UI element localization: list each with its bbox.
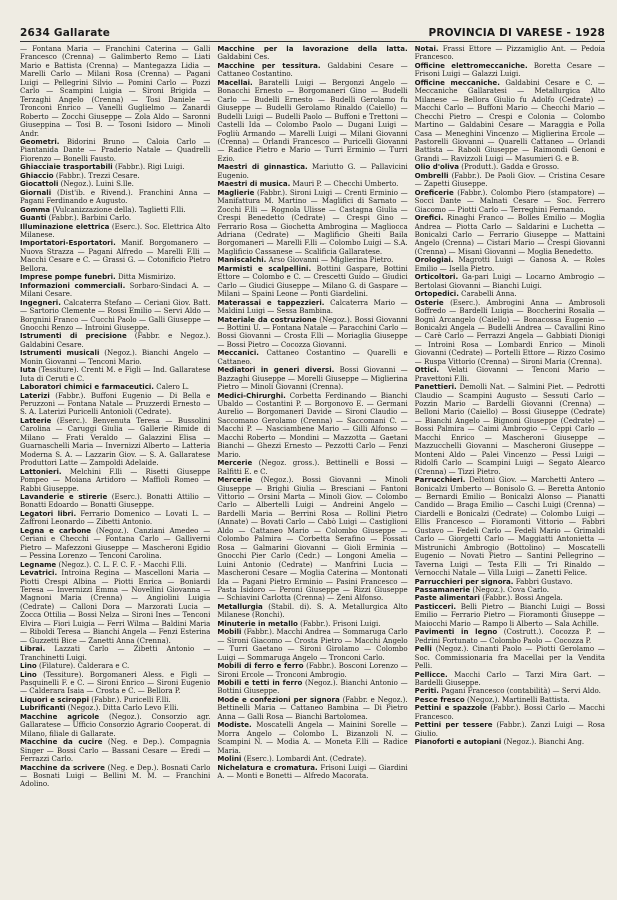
directory-entry <box>217 392 407 460</box>
entry-category: Marmisti e scalpellini. <box>217 263 312 273</box>
entry-text: Melchini F.lli — Risetti Giuseppe Pompeo — Moiana Artidoro — Maffioli Romeo — Rabbi Giuseppe. <box>20 466 211 493</box>
entry-category: Olio d'oliva <box>414 162 459 172</box>
entry-category: Passamanerie <box>414 585 471 594</box>
entry-text: (Fabbr.). De Paoli Giov. — Cristina Cesare — Zapetti Giuseppe. <box>414 170 605 189</box>
directory-entry <box>20 417 210 468</box>
entry-text: Fabbri Gustavo. <box>515 576 573 586</box>
entry-text: (Stabil. di). S. A. Metallurgica Alto Milanese (Ronchi). <box>217 601 408 620</box>
entry-text: (Negoz.). Bianchi Angelo — Monin Giovanni — Tenconi Mario. <box>20 348 211 366</box>
entry-text: Lazzati Carlo — Zibetti Antonio — Tranchinetti Luigi. <box>20 644 211 662</box>
directory-entry <box>20 569 210 645</box>
entry-category: Oreficerie <box>414 187 454 197</box>
entry-text: (Produtt.). Gadda e Grosso. <box>461 162 560 172</box>
entry-text: Ga-pari Luigi — Locarno Ambrogio — Bertolasi Giovanni — Bianchi Luigi. <box>414 272 605 290</box>
directory-entry <box>415 45 605 62</box>
entry-category: Levatrici. <box>20 568 58 578</box>
entry-category: Legatori libri. <box>20 508 77 518</box>
directory-entry <box>217 45 407 62</box>
entry-category: Materiale da costruzione <box>217 314 317 324</box>
entry-text: Introina Regina — Mascelloni Maria — Piotti Crespi Albina — Piotti Enrica — Boniardi Teresa — Invernizzi Emma — Novellini Giovanna — Magnoni Maria (Crenna) — Angiolini Luigia (Cedrate) — Calloni Dora — Marzorati Lucia — Zocca Ottilia — Bossi Nelza — Sironi Ines — Tenconi Elvira — Fiori Luigia — Ferri Wilma — Baldini Maria — Riboldi Teresa — Bianchi Angela — Fenzi Esterina — Guzzetti Bice — Zanetti Anna (Crenna). <box>20 568 211 645</box>
entry-category: Mercerie <box>217 475 253 485</box>
entry-category: Maglierie <box>217 187 255 197</box>
entry-text: (Negoz.). Canziani Amedeo — Ceriani e Checchi — Fontana Carlo — Galliverni Pietro — Mafezzoni Giuseppe — Mascheroni Egidio — Pessina Lorenzo — Tenconi Carolina. <box>20 525 211 561</box>
entry-category: Macchine da scrivere <box>20 762 105 772</box>
entry-text: Cattaneo Costantino — Quarelli e Cattaneo. <box>217 348 408 366</box>
entry-category: Ortopedici. <box>414 289 459 299</box>
entry-category: Illuminazione elettrica <box>20 221 110 231</box>
entry-category: Minuterie in metallo <box>217 618 298 628</box>
directory-entry <box>20 189 210 206</box>
directory-entry <box>415 383 605 476</box>
entry-category: Liquori e sciroppi <box>20 694 89 704</box>
entry-category: Lino <box>20 669 37 679</box>
entry-category: Pianoforti e autopiani <box>414 737 502 747</box>
entry-category: Macellai. <box>217 77 253 87</box>
entry-text: (Fabbr.). Colombo Piero (stampatore) — Socci Dante — Malnati Cesare — Soc. Ferrero Giacomo — Piotti Carlo — Terreghini Fernando. <box>414 187 605 214</box>
entry-category: Meccanici. <box>217 348 259 358</box>
entry-text: (Tessiture). Crenti M. e Figli — Ind. Gallaratese Iuta di Ceruti e C. <box>20 365 211 383</box>
header-right: PROVINCIA DI VARESE - 1928 <box>428 27 605 39</box>
entry-text: (Vulcanizzazione della). Taglietti F.lli. <box>52 204 186 214</box>
entry-text: (Costrutt.). Cocozza P. — Pedrini Fortunato — Colombo Paolo — Cocozza P. <box>414 627 605 645</box>
entry-text: (Fabbr.). Puricelli F.lli. <box>91 694 171 704</box>
entry-category: Officine meccaniche. <box>414 77 500 87</box>
directory-entry <box>217 265 407 299</box>
entry-text: Arso Giovanni — Miglierina Pietro. <box>268 255 394 265</box>
entry-category: Ingegneri. <box>20 297 61 307</box>
entry-text: Galdabini Cesare — Cattaneo Costantino. <box>217 60 408 79</box>
entry-category: Macchine per la lavorazione della latta. <box>217 45 408 53</box>
entry-text: (Fabbr.). Bossi Angela. <box>482 593 563 603</box>
page-header <box>20 27 605 42</box>
directory-entry <box>217 628 407 662</box>
directory-entry <box>20 645 210 662</box>
entry-text: Galdabini Ces. <box>217 52 270 62</box>
entry-text: (Tessiture). Borgomaneri Aless. e Figli — Pasquinelli F. e C. — Sironi Enrico — Sironi Eugenio — Calderara Isaia — Crosta e C. — Bellora P. <box>20 669 211 696</box>
entry-text: (Fabbr.). Barbini Carlo. <box>48 213 132 223</box>
entry-text: (Negoz. gross.). Bettinelli e Bossi — Ralfitti E. e C. <box>217 458 408 476</box>
directory-entry <box>415 671 605 688</box>
entry-text: Mauri P. — Checchi Umberto. <box>292 179 399 189</box>
directory-entry <box>20 332 210 349</box>
entry-category: Ombrelli <box>414 170 449 180</box>
directory-entry <box>20 239 210 273</box>
entry-category: Pellicce. <box>414 669 448 679</box>
entry-category: Laterizi <box>20 390 50 400</box>
entry-category: Nichelatura e cromatura. <box>217 762 318 772</box>
entry-text: (Fabbr.). Bosconi Lorenzo — Sironi Ercole — Tronconi Ambrogio. <box>217 661 408 679</box>
entry-text: Macchi Carlo — Tarzi Mira Gart. — Bardelli Giuseppe. <box>414 669 605 687</box>
directory-entry <box>20 493 210 510</box>
entry-category: Pasticceri. <box>414 601 457 611</box>
directory-entry <box>415 603 605 628</box>
directory-entry <box>415 738 605 746</box>
entry-text: Magrotti Luigi — Ganosa A. — Roles Emilio — Isella Pietro. <box>414 255 605 273</box>
entry-category: Mediatori in generi diversi. <box>217 365 335 375</box>
entry-category: Legna e carbone <box>20 525 92 535</box>
entry-text: Mariutto G. — Pallavicini Eugenio. <box>217 162 408 180</box>
entry-text: (Negoz.). Martinelli Battista. <box>467 694 570 704</box>
directory-entry <box>20 138 210 163</box>
entry-text: (Negoz.). Cova Carlo. <box>472 585 550 594</box>
directory-entry <box>415 256 605 273</box>
entry-category: Pettini e spazzole <box>414 703 488 713</box>
directory-entry <box>415 476 605 577</box>
entry-text: (Negoz.). Consorzio agr. Gallaratese — Ufficio Consorzio Agrario Cooperat. di Milano, filiale di Gallarate. <box>20 711 211 738</box>
entry-category: Medici-Chirurghi. <box>217 390 286 400</box>
entry-text: Moscatelli Angela — Mainini Sorelle — Morra Angelo — Colombo L. Bizanzoli N. — Scampini N. — Modia A. — Moneta F.lli — Radice Maria. <box>217 720 408 755</box>
directory-entry <box>415 79 605 164</box>
directory-entry <box>217 349 407 366</box>
directory-entry <box>217 79 407 164</box>
entry-category: Macchine per tessitura. <box>217 60 321 70</box>
entry-text: (Fabbr.). Rigi Luigi. <box>114 162 185 172</box>
entry-text: Calcaterra Mario — Maldini Luigi — Sessa Bambina. <box>217 297 408 316</box>
entry-text: (Fabbr.). Sironi Luigi — Crenti Erminio — Manifattura M. Martino — Maglifici di Sarnato — Zocchi F.lli — Rognola Ulisse — Castagna Giulia — Crespi Benedetto (Cedrate) — Crespi Gino — Ferrario Rosa — Giochetta Ambrogina — Magliocca Adriana (Cedrate) — Maglificio Gheiti Baila Borgomaneri — Marelli F.lli — Colombo Luigi — S.A. Maglificio Cassanese — Scalificia Gallaratese. <box>217 187 408 256</box>
entry-category: Lattonieri. <box>20 466 62 476</box>
entry-category: Importatori-Esportatori. <box>20 238 116 248</box>
entry-text: (Neg. e Dep.). Compagnia Singer — Bossi Carlo — Bassani Cesare — Eredi — Ferrazzi Carlo. <box>20 737 211 764</box>
header-left: 2634 Gallarate <box>20 27 111 39</box>
entry-category: Legname <box>20 559 57 569</box>
entry-category: Geometri. <box>20 136 60 146</box>
entry-category: Osterie <box>414 297 444 307</box>
entry-category: Latterie <box>20 415 52 425</box>
entry-category: Orticoltori. <box>414 272 459 282</box>
entry-category: Imprese pompe funebri. <box>20 272 116 282</box>
column-1 <box>20 45 210 789</box>
directory-entry <box>217 764 407 781</box>
entry-text: (Fabbr.). Buffoni Eugenio — Di Bella e Peruzzoni — Fontana Natale — Pruzzerdi Ernesto — S. A. Laterizi Puricelli Antonioli (Cedrate). <box>20 390 211 417</box>
entry-category: Guanti <box>20 213 47 223</box>
entry-category: Maestri di musica. <box>217 179 291 189</box>
directory-entry <box>415 62 605 79</box>
directory-entry <box>415 721 605 738</box>
entry-text: Ferrario Domenico — Lovati L. — Zaffroni Leonardo — Zibetti Antonio. <box>20 508 211 527</box>
columns <box>20 45 605 789</box>
directory-entry <box>217 603 407 620</box>
entry-text: (Negoz.). C. L. F. C. F. - Macchi F.lli. <box>58 559 187 569</box>
entry-text: Bidorini Bruno — Caloia Carlo — Piantanida Dante — Praderio Natale — Quadrelli Fiorenzo — Bonelli Fausto. <box>20 136 211 163</box>
entry-text: (Fabbr.). Trezzi Cesare. <box>55 170 140 180</box>
directory-entry <box>20 510 210 527</box>
entry-text: Sorbaro-Sindaci A. — Milani Cesare. <box>20 280 211 299</box>
directory-entry <box>415 704 605 721</box>
entry-text: (Negoz.). Bianchi Ang. <box>503 737 585 747</box>
directory-entry <box>217 163 407 180</box>
directory-entry <box>217 476 407 603</box>
directory-entry <box>20 738 210 763</box>
directory-entry <box>20 527 210 561</box>
entry-text: (Eserc.). Soc. Elettrica Alto Milanese. <box>20 221 211 239</box>
entry-category: Parrucchieri per signora. <box>414 576 514 586</box>
directory-entry <box>217 696 407 721</box>
directory-entry <box>415 366 605 383</box>
directory-entry <box>415 273 605 290</box>
entry-text: Frassi Ettore — Pizzamiglio Ant. — Pedoia Francesco. <box>414 45 605 62</box>
entry-category: Mobili e tetti in ferro <box>217 677 303 687</box>
directory-entry <box>20 713 210 738</box>
entry-text: (Neg. e Dep.). Bosnati Carlo — Bosnati Luigi — Bellini M. M. — Franchini Adolino. <box>20 762 211 789</box>
entry-text: Frisoni Luigi — Giardini A. — Monti e Bonetti — Alfredo Macorata. <box>217 762 408 780</box>
entry-text: (Negoz.). Luini S.lle. <box>60 179 134 189</box>
entry-text: (Eserc.). Benvenuta Teresa — Bussolini Carolina — Caruggi Giulia — Gallerie Rimide di Milano — Frati Veraldo — Galazzini Elisa — Guarnaschelli Maria — Invernizzi Alberto — Latteria Moderna S. A. — Lazzarin Giov. — S. A. Gallaratese Produttori Latte — Zampoldi Adelaide. <box>20 415 211 468</box>
directory-entry <box>217 721 407 755</box>
column-3 <box>415 45 605 789</box>
entry-category: Paste alimentari <box>414 593 480 603</box>
entry-text: Demolli Nat. — Salmini Piet. — Pedrotti Claudio — Scampini Augusto — Sessuti Carlo — Pozzin Mario — Bardelli Giovanni (Crenna) — Belloni Mario (Caiello) — Bossi Giuseppe (Cedrate) — Bianchi Angelo — Bignoni Giuseppe (Cedrate) — Bossi Palmira — Caimi Ambrogio — Ceppi Carlo — Macchi Enrico — Mascheroni Giuseppe — Mazzucchelli Giovanni — Mascheroni Giuseppe — Monteni Aldo — Palei Vincenzo — Pessi Luigi — Ridolfi Carlo — Scampini Luigi — Segato Alearco (Crenna) — Tizzi Pietro. <box>414 382 605 476</box>
directory-entry <box>415 189 605 214</box>
entry-text: (Dist'ib. e Rivend.). Franchini Anna — Pagani Ferdinando e Augusto. <box>20 187 211 206</box>
entry-category: Officine elettromeccaniche. <box>414 60 528 70</box>
entry-category: Macchine da cucire <box>20 737 103 747</box>
entry-category: Lavanderie e stirerie <box>20 492 108 502</box>
entry-text: Manif. Borgomanero — Nuova Strazza — Pagani Alfredo — Marelli F.lli — Macchi Cesare e C. — Grassi G. — Cotonificio Pietro Bellora. <box>20 238 211 273</box>
directory-entry <box>217 679 407 696</box>
entry-category: Notai. <box>414 45 439 53</box>
entry-category: Orefici. <box>414 213 444 223</box>
entry-category: Librai. <box>20 644 46 654</box>
directory-entry <box>415 645 605 670</box>
entry-category: Orologiai. <box>414 255 454 265</box>
directory-entry <box>217 366 407 391</box>
directory-entry <box>20 366 210 383</box>
entry-category: Ottici. <box>414 365 440 375</box>
directory-entry <box>20 468 210 493</box>
entry-category: Maestri di ginnastica. <box>217 162 308 172</box>
entry-text: (Fabbr.). Frisoni Luigi. <box>300 618 381 628</box>
entry-category: Materassai e tappezzieri. <box>217 297 325 307</box>
entry-category: Istrumenti musicali <box>20 348 100 358</box>
directory-entry <box>415 628 605 645</box>
directory-entry <box>217 316 407 350</box>
entry-text: (Fabbr. e Negoz.). Bettinelli Maria — Cattaneo Bambina — Di Pietro Anna — Galli Rosa — Bianchi Bartolomea. <box>217 694 408 721</box>
entry-category: Parrucchieri. <box>414 475 466 485</box>
entry-category: Maniscalchi. <box>217 255 267 265</box>
directory-entry <box>20 671 210 696</box>
directory-entry <box>20 299 210 333</box>
entry-text: (Negoz.). Bianchi Antonio — Bottini Giuseppe. <box>217 677 408 696</box>
directory-entry <box>415 172 605 189</box>
entry-text: (Filature). Calderara e C. <box>39 661 130 671</box>
entry-text: Bottini Gaspare, Bottini Ettore — Colombo e C. — Crescetti Guido — Giudici Carlo — Giudici Giuseppe — Milano G. di Gaspare — Milani — Spaini Leone — Ponti Giardelini. <box>217 263 408 299</box>
entry-category: Lubrificanti <box>20 703 66 713</box>
entry-text: Galdabini Cesare e C. — Meccaniche Gallaratesi — Metallurgica Alto Milanese — Bellora Giulio fu Adolfo (Cedrate) — Macchi Carlo — Buffoni Mario — Checchi Mario — Checchi Pietro — Crespi e Colonia — Colombo Martino — Galdabini Cesare — Maraggia e Polla Casa — Meneghini Vincenzo — Miglierina Ercole — Pastorelli Giovanni — Quarelli Cattaneo — Orlandi Battista — Raboli Giuseppe — Raimondi Genoni e Grandi — Ravizzoli Luigi — Masumieri G. e B. <box>414 77 605 163</box>
entry-text: Baratelli Luigi — Bergonzi Angelo — Bonacchi Ernesto — Borgomaneri Gino — Budelli Carlo — Budelli Ernesto — Budelli Gerolamo fu Giuseppe — Budelli Gerolamo Rinaldo (Caiello) — Budelli Luigi — Budelli Paolo — Buffoni e Trettoni — Castelli Ida — Colombo Paolo — Dugani Luigi — Fogliù Armando — Marelli Luigi — Milani Giovanni (Crenna) — Orlandi Francesco — Puricelli Giovanni — Radice Pietro e Mario — Turri Erminio — Turri Ezio. <box>217 77 408 163</box>
entry-text: (Eserc.). Lombardi Ant. (Cedrate). <box>243 754 367 764</box>
directory-entry <box>217 62 407 79</box>
entry-text: (Negoz.). Bossi Giovanni — Minoli Giuseppe — Brighi Giulia — Bresciani — Fantoni Vittorio — Orsini Marta — Minoli Giov. — Colombo Carlo — Albertelli Luigi — Andreini Angelo — Bardelli Maria — Berrini Rosa — Rollini Pietro (Annate) — Bovati Carlo — Cabò Luigi — Castiglioni Aldo — Cattaneo Mario — Colombo Giuseppe — Colombo Palmira — Corbetta Serafino — Fossati Rosa — Galmarini Giovanni — Gioli Erminia — Gnocchi Pier Carlo (Cedr.) — Longoni Amelia — Luini Antonio (Cedrate) — Manfrini Lucia — Mascheroni Cesare — Moglia Caterina — Montonati Ida — Pagani Pietro Erminio — Pasini Francesco — Pasta Isidoro — Peroni Giuseppe — Rizzi Giuseppe — Schiavini Carlotta (Crenna) — Zeni Alfonso. <box>217 475 408 603</box>
entry-text: (Fabbr.). Bossi Carlo — Macchi Francesco. <box>414 703 605 721</box>
directory-entry <box>217 189 407 257</box>
directory-entry <box>20 392 210 417</box>
entry-category: Modiste. <box>217 720 252 730</box>
entry-category: Mercerie <box>217 458 253 468</box>
entry-category: Informazioni commerciali. <box>20 280 126 290</box>
entry-text: (Fabbr. e Negoz.). Galdabini Cesare. <box>20 331 211 349</box>
entry-text: Boretta Cesare — Frisoni Luigi — Galazzi Luigi. <box>414 60 605 79</box>
directory-entry <box>415 299 605 367</box>
entry-category: Pettini per tessere <box>414 720 493 730</box>
entry-category: Lino <box>20 661 37 671</box>
directory-entry <box>20 223 210 240</box>
entry-category: Mobili di ferro e ferro <box>217 661 304 671</box>
entry-text: (Fabbr.). Macchi Andrea — Sommaruga Carlo — Sironi Giacomo — Crosta Pietro — Macchi Angelo — Turri Gaetano — Sironi Girolamo — Colombo Luigi — Sommaruga Angelo — Tronconi Carlo. <box>217 627 408 662</box>
entry-text: (Negoz.). Cinanti Paolo — Piotti Gerolamo — Soc. Commissionaria fra Macellai per la Vendita Pelli. <box>414 644 605 671</box>
entry-category: Ghiaccio <box>20 170 54 180</box>
entry-category: Laboratori chimici e farmaceutici. <box>20 382 154 392</box>
entry-category: Mobili <box>217 627 242 637</box>
directory-entry <box>20 45 210 138</box>
directory-entry <box>217 662 407 679</box>
directory-entry <box>217 459 407 476</box>
entry-text: — Fontana Maria — Franchini Caterina — Galli Francesco (Crenna) — Galimberto Remo — Liati Mario e Battista (Crenna) — Mantegazza Lidia — Marelli Carlo — Milani Rosa (Crenna) — Pagani Luigi — Pellegrini Silvio — Pomini Carlo — Pozzi Carlo — Scampini Luigia — Sironi Brigida — Terzaghi Angelo (Crenna) — Tosi Daniele — Tronconi Enrico — Vanelli Guglielmo — Zanardi Roberto — Zocchi Giuseppe — Zola Aldo — Saronni Giuseppina — Tosi B. — Tosoni Isidoro — Minoli Andr. <box>20 45 211 138</box>
entry-category: Giocattoli <box>20 179 59 189</box>
entry-category: Mode e confezioni per signora <box>217 694 340 704</box>
entry-category: Ghiacciaie trasportabili <box>20 162 113 172</box>
directory-entry <box>217 299 407 316</box>
entry-text: (Negoz.). Bossi Giovanni — Bottini U. — Fontana Natale — Paracchini Carlo — Bossi Giovanni — Crosta F.lli — Moriaglia Giuseppe — Bossi Pietro — Cocozza Giovanni. <box>217 314 408 349</box>
column-2 <box>217 45 407 789</box>
entry-text: Calero L. <box>156 382 190 392</box>
entry-category: Macchine agricole <box>20 711 100 721</box>
entry-text: (Eserc.). Bonatti Attilio — Bonatti Edoardo — Bonatti Giuseppe. <box>20 492 211 510</box>
entry-category: Molini <box>217 754 242 764</box>
entry-category: Pesce fresco <box>414 694 465 704</box>
entry-category: Periti. <box>414 686 439 696</box>
entry-category: Metallurgia <box>217 601 263 611</box>
entry-text: Velati Giovanni — Tenconi Mario — Pravettoni F.lli. <box>414 365 605 383</box>
entry-category: Pavimenti in legno <box>414 627 498 637</box>
entry-text: (Eserc.). Ambrogini Anna — Ambrosoli Goffredo — Bardelli Luigia — Boccherini Rosalia — Bognì Arcangelo (Caiello) — Bonacossa Eugenio — Bonicalzi Angela — Budelli Andrea — Cavallini Rino — Carè Carlo — Ferrazzi Angela — Gabbiati Dionigi — Introini Rosa — Lombardi Enrico — Minoli Giovanni (Cedrate) — Portelli Ettore — Rizzo Cosimo — Ruspa Vittorio (Crenna) — Sironi Maria (Crenna). <box>414 297 605 366</box>
entry-text: Belli Pietro — Bianchi Luigi — Bossi Emilio — Ferrario Pietro — Fioramonti Giuseppe — Maiocchi Mario — Rampo li Alberto — Sala Achille. <box>414 601 605 628</box>
entry-category: Istrumenti di precisione <box>20 331 127 341</box>
entry-text: Ditta Mismirizo. <box>117 272 176 282</box>
entry-text: Bossi Giovanni — Bazzaghi Giuseppe — Morelli Giuseppe — Miglierina Pietro — Minoli Giovanni (Crenna). <box>217 365 408 392</box>
entry-text: Carabelli Anna. <box>461 289 517 299</box>
entry-text: Corbetta Ferdinando — Bianchi Ubaldo — Costantini P. — Borgonovo E. — Germani Aurelio — Borgomaneri Davide — Sironi Claudio — Saccomano Gerolamo (Crenna) — Saccomani C. — Macchi P. — Nasciambene Mario — Gilli Alfonso — Macchi Roberto — Mondini — Mazzotta — Gaetani Bianchi — Ghezzi Ernesto — Pezzotti Carlo — Fenzi Mario. <box>217 390 408 459</box>
entry-text: Pagani Francesco (contabilità) — Servi Aldo. <box>441 686 601 696</box>
directory-entry <box>20 282 210 299</box>
directory-entry <box>20 764 210 789</box>
directory-entry <box>415 214 605 256</box>
entry-category: Iuta <box>20 365 36 375</box>
entry-category: Pelli <box>414 644 432 654</box>
entry-text: Calcaterra Stefano — Ceriani Giov. Batt. — Sartorio Clemente — Rossi Emilio — Servi Aldo — Borgnini Franco — Cucchi Paolo — Galli Giuseppe — Gnocchi Renzo — Introini Giuseppe. <box>20 297 211 332</box>
entry-text: (Negoz.). Ditta Carlo Levo F.lli. <box>67 703 179 713</box>
entry-text: Rinaghi Franco — Bolles Emilio — Moglia Andrea — Piotta Carlo — Saldarini e Luchetta — Bonicalzi Carlo — Ferrario Giuseppe — Mattaini Angelo (Crenna) — Cistari Mario — Crespi Giovanni (Crenna) — Misani Giovanni — Moglia Benedetto. <box>414 213 605 256</box>
directory-entry <box>20 349 210 366</box>
entry-text: (Fabbr.). Zanzi Luigi — Rosa Giulio. <box>414 720 605 738</box>
entry-category: Panettieri. <box>414 382 457 392</box>
entry-category: Gomma <box>20 204 51 214</box>
entry-category: Giornali <box>20 187 52 197</box>
entry-text: Deltoni Giov. — Marchetti Antero — Bonicalzi Umberto — Bonisolo G. — Beretta Antonio — Bernardi Emilio — Bonicalzi Alonso — Pianatti Candido — Braga Emilio — Caschi Luigi (Crenna) — Ciardelli e Bonicalzi (Cedrate) — Colombo Luigi — Ellis Francesco — Fioramonti Vittorio — Fabbri Gustavo — Fedeli Carlo — Fedeli Mario — Grimaldi Carlo — Giorgetti Carlo — Maggiatti Antonietta — Mistrunichi Ambrogio (Bottolino) — Moscatelli Eugenio — Novati Pietro — Santini Pellegrino — Taverna Luigi — Testa F.lli — Tri Rinaldo — Vernocchi Natale — Villa Luigi — Zanetti Felice. <box>414 475 605 578</box>
